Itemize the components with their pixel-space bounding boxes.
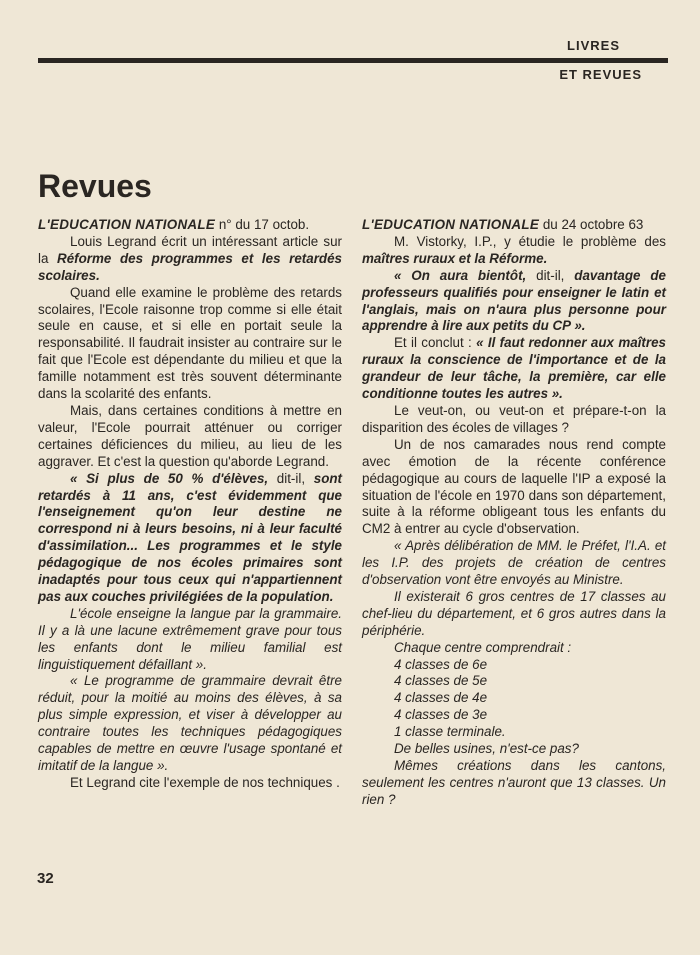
magazine-name: L'EDUCATION NATIONALE: [362, 217, 540, 232]
article-title: maîtres ruraux et la Réforme.: [362, 250, 548, 266]
list-item: 4 classes de 5e: [394, 673, 488, 689]
page-number: 32: [37, 870, 54, 887]
section-title-line2: ET REVUES: [559, 67, 642, 82]
page-title: Revues: [38, 168, 152, 204]
header-rule: [38, 58, 668, 63]
left-column: [38, 217, 342, 792]
quote-paragraph: Chaque centre comprendrait :: [394, 639, 572, 655]
paragraph-text: Et il conclut :: [394, 335, 477, 351]
magazine-name: L'EDUCATION NATIONALE: [38, 217, 216, 232]
paragraph: [38, 234, 342, 285]
paragraph: Et Legrand cite l'exemple de nos techniques .: [70, 774, 340, 790]
paragraph: Le veut-on, ou veut-on et prépare-t-on la disparition des écoles de villages ?: [362, 402, 666, 435]
quote-text: « Il faut redonner aux maîtres ruraux la conscience de l'importance et de la grandeur de leur tâche, la première, car elle conditionne toutes les autres ».: [362, 335, 666, 402]
quote-attribution: dit-il,: [526, 267, 575, 283]
paragraph-text: Louis Legrand écrit un intéressant article sur la: [38, 233, 342, 266]
paragraph-text: M. Vistorky, I.P., y étudie le problème des: [394, 233, 666, 249]
paragraph: Mais, dans certaines conditions à mettre en valeur, l'Ecole pourrait atténuer ou corriger certaines déficiences du milieu, au lieu de les aggraver. Et c'est la question qu'aborde Legrand.: [38, 402, 342, 469]
issue-date: du 24 octobre 63: [539, 217, 644, 232]
right-column-heading: [362, 217, 666, 234]
quote-paragraph: De belles usines, n'est-ce pas?: [394, 741, 579, 757]
quote-text: davantage de professeurs qualifiés pour enseigner le latin et l'anglais, mais on n'aura plus personne pour apprendre à lire aux petits du CP ».: [362, 267, 666, 334]
quote-paragraph: « Après délibération de MM. le Préfet, l'I.A. et les I.P. des projets de création de centres d'observation vont être envoyés au Ministre.: [362, 538, 666, 588]
list-item: 4 classes de 3e: [394, 707, 488, 723]
left-column-heading: [38, 217, 342, 234]
paragraph: Quand elle examine le problème des retards scolaires, l'Ecole raisonne trop comme si elle était seule en cause, et si elle en portait seule la responsabilité. Il faudrait insister au contraire sur le fait que l'Ecole est dépendante du milieu et que la famille notamment est très souvent déterminante dans la scolarité des enfants.: [38, 284, 342, 402]
quote-attribution: dit-il,: [268, 470, 314, 486]
section-title-line1: LIVRES: [567, 38, 620, 53]
paragraph: Un de nos camarades nous rend compte avec émotion de la récente conférence pédagogique au cours de laquelle l'IP a exposé la situation de l'école en 1970 dans son département, suite à la réforme obligeant tous les enfants du CM2 à entrer au cycle d'observation.: [362, 436, 666, 537]
quote-text: sont retardés à 11 ans, c'est évidemment que l'enseignement qu'on leur destine ne correspond ni à leurs besoins, ni à leur faculté d'assimilation... Les programmes et le style pédagogique de nos écoles primaires sont inadaptés pour tous ceux qui n'appartiennent pas aux couches privilégiées de la population.: [38, 470, 343, 604]
quote-paragraph: L'école enseigne la langue par la grammaire. Il y a là une lacune extrêmement grave pour tous les enfants dont le milieu familial est linguistiquement défaillant ».: [38, 605, 342, 672]
quote-paragraph: [38, 471, 342, 606]
list-item: 4 classes de 4e: [394, 690, 488, 706]
quote-paragraph: « Le programme de grammaire devrait être réduit, pour la moitié au moins des élèves, à sa plus simple expression, et viser à développer au contraire toutes les techniques pédagogiques capables de mettre en œuvre l'usage spontané et imitatif de la langue ».: [38, 673, 342, 773]
list-item: 1 classe terminale.: [394, 724, 506, 740]
quote-paragraph: [362, 268, 666, 336]
paragraph: [362, 234, 666, 268]
list-item: 4 classes de 6e: [394, 656, 488, 672]
issue-date: n° du 17 octob.: [215, 217, 310, 232]
article-title: Réforme des programmes et les retardés scolaires.: [38, 250, 342, 283]
quote-paragraph: Il existerait 6 gros centres de 17 classes au chef-lieu du département, et 6 gros autres dans la périphérie.: [362, 588, 666, 638]
quote-text: « On aura bientôt,: [394, 267, 527, 283]
paragraph: [362, 335, 666, 403]
quote-paragraph: Mêmes créations dans les cantons, seulement les centres n'auront que 13 classes. Un rien ?: [362, 758, 666, 807]
quote-text: « Si plus de 50 % d'élèves,: [70, 470, 269, 486]
right-column: [362, 217, 666, 809]
